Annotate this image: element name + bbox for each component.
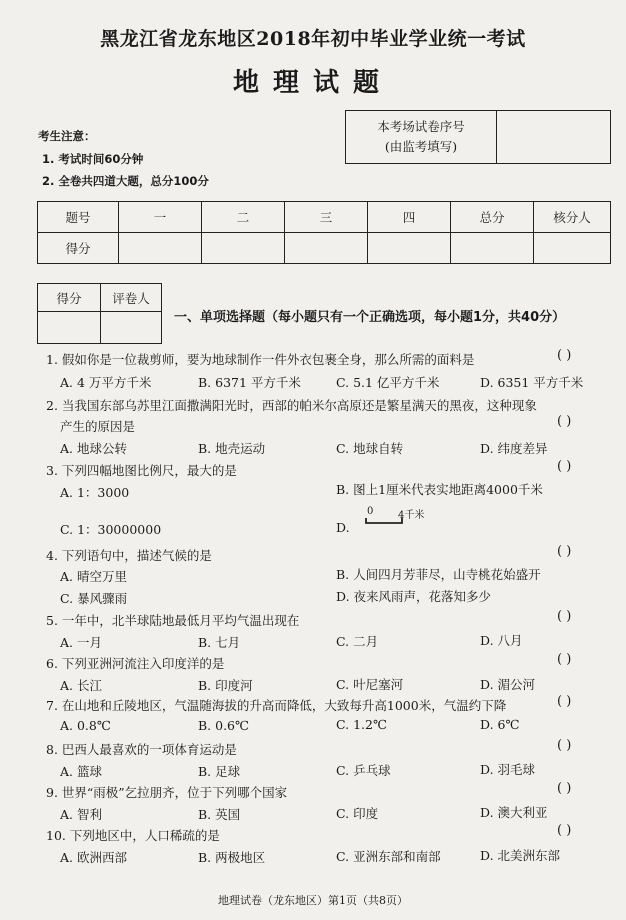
grader-table <box>37 283 162 344</box>
q1-option-c: C. 5.1 亿平方千米 <box>336 375 440 390</box>
q2-option-b: B. 地壳运动 <box>198 441 266 456</box>
question-4-stem: 4. 下列语句中，描述气候的是 <box>46 548 212 563</box>
q8-option-c: C. 乒乓球 <box>336 763 391 778</box>
q1-option-b: B. 6371 平方千米 <box>198 375 301 390</box>
score-cell-3[interactable] <box>285 233 368 264</box>
q2-option-c: C. 地球自转 <box>336 441 404 456</box>
score-row-label: 得分 <box>38 233 119 264</box>
subject-title: 地理试题 <box>232 68 393 98</box>
question-8-stem: 8. 巴西人最喜欢的一项体育运动是 <box>46 742 237 757</box>
q10-option-b: B. 两极地区 <box>198 850 266 865</box>
q8-option-a: A. 篮球 <box>60 764 102 779</box>
scale-bar-value: 4千米 <box>398 510 425 521</box>
q3-option-c: C. 1：30000000 <box>60 522 162 537</box>
question-2-stem: 2. 当我国东部乌苏里江面撒满阳光时，西部的帕米尔高原还是繁星满天的黑夜，这种现象 <box>46 398 537 413</box>
exam-title: 黑龙江省龙东地区2018年初中毕业学业统一考试 <box>100 28 526 50</box>
score-header-1: 一 <box>119 202 202 233</box>
q6-option-d: D. 湄公河 <box>480 677 536 692</box>
score-header-total: 总分 <box>451 202 534 233</box>
scale-bar <box>364 506 424 528</box>
q6-option-b: B. 印度河 <box>198 678 253 693</box>
q4-option-b: B. 人间四月芳菲尽，山寺桃花始盛开 <box>336 567 541 582</box>
q10-option-a: A. 欧洲西部 <box>60 850 127 865</box>
q4-option-d: D. 夜来风雨声，花落知多少 <box>336 589 492 604</box>
score-cell-4[interactable] <box>368 233 451 264</box>
note-item-1: 1. 考试时间60分钟 <box>42 152 144 166</box>
grader-score-cell[interactable] <box>38 312 101 344</box>
question-6-stem: 6. 下列亚洲河流注入印度洋的是 <box>46 656 225 671</box>
question-5-stem: 5. 一年中，北半球陆地最低月平均气温出现在 <box>46 613 300 628</box>
q1-option-d: D. 6351 平方千米 <box>480 375 584 390</box>
score-cell-1[interactable] <box>119 233 202 264</box>
note-item-2: 2. 全卷共四道大题，总分100分 <box>42 174 209 188</box>
question-1-stem: 1. 假如你是一位裁剪师，要为地球制作一件外衣包裹全身，那么所需的面料是 <box>46 352 475 367</box>
q3-option-d: D. <box>336 520 350 535</box>
answer-paren-4[interactable]: ( ) <box>557 544 572 559</box>
q6-option-c: C. 叶尼塞河 <box>336 677 404 692</box>
q9-option-b: B. 英国 <box>198 807 241 822</box>
score-cell-2[interactable] <box>202 233 285 264</box>
q1-option-a: A. 4 万平方千米 <box>60 375 152 390</box>
q9-option-a: A. 智利 <box>60 807 102 822</box>
section-title: 一、单项选择题（每小题只有一个正确选项，每小题1分，共40分） <box>174 310 566 325</box>
question-7-stem: 7. 在山地和丘陵地区，气温随海拔的升高而降低，大致每升高1000米，气温约下降 <box>46 698 507 713</box>
seat-number-field[interactable] <box>497 111 611 164</box>
answer-paren-7[interactable]: ( ) <box>557 694 572 709</box>
q5-option-c: C. 二月 <box>336 634 379 649</box>
answer-paren-8[interactable]: ( ) <box>557 738 572 753</box>
answer-paren-9[interactable]: ( ) <box>557 781 572 796</box>
score-header-4: 四 <box>368 202 451 233</box>
seat-box-line2: (由监考填写) <box>384 139 458 154</box>
q4-option-c: C. 暴风骤雨 <box>60 591 128 606</box>
question-10-stem: 10. 下列地区中，人口稀疏的是 <box>46 828 220 843</box>
q3-option-b: B. 图上1厘米代表实地距离4000千米 <box>336 482 543 497</box>
q5-option-b: B. 七月 <box>198 635 241 650</box>
scale-bar-line <box>364 517 408 525</box>
answer-paren-6[interactable]: ( ) <box>557 652 572 667</box>
score-cell-total[interactable] <box>451 233 534 264</box>
q7-option-b: B. 0.6℃ <box>198 718 249 733</box>
question-2-stem-cont: 产生的原因是 <box>60 419 136 434</box>
page-footer: 地理试卷（龙东地区）第1页（共8页） <box>218 894 408 907</box>
question-9-stem: 9. 世界“雨极”乞拉朋齐，位于下列哪个国家 <box>46 785 288 800</box>
score-table <box>37 201 611 264</box>
q8-option-b: B. 足球 <box>198 764 241 779</box>
scale-bar-zero: 0 <box>367 506 374 517</box>
question-3-stem: 3. 下列四幅地图比例尺，最大的是 <box>46 463 237 478</box>
grader-name-cell[interactable] <box>101 312 162 344</box>
q9-option-c: C. 印度 <box>336 806 379 821</box>
answer-paren-1[interactable]: ( ) <box>557 348 572 363</box>
seat-box-line1: 本考场试卷序号 <box>377 119 465 134</box>
q6-option-a: A. 长江 <box>60 678 102 693</box>
q10-option-d: D. 北美洲东部 <box>480 848 561 863</box>
q5-option-a: A. 一月 <box>60 635 102 650</box>
q2-option-a: A. 地球公转 <box>60 441 127 456</box>
q5-option-d: D. 八月 <box>480 633 523 648</box>
q7-option-d: D. 6℃ <box>480 717 520 732</box>
q2-option-d: D. 纬度差异 <box>480 441 548 456</box>
score-header-checker: 核分人 <box>534 202 611 233</box>
q3-option-a: A. 1：3000 <box>60 485 130 500</box>
score-header-3: 三 <box>285 202 368 233</box>
q4-option-a: A. 晴空万里 <box>60 569 127 584</box>
q9-option-d: D. 澳大利亚 <box>480 805 548 820</box>
answer-paren-2[interactable]: ( ) <box>557 414 572 429</box>
notes-heading: 考生注意： <box>38 129 96 143</box>
q7-option-c: C. 1.2℃ <box>336 717 387 732</box>
q10-option-c: C. 亚洲东部和南部 <box>336 849 441 864</box>
score-header-label: 题号 <box>38 202 119 233</box>
answer-paren-5[interactable]: ( ) <box>557 609 572 624</box>
seat-number-box <box>345 110 611 164</box>
q8-option-d: D. 羽毛球 <box>480 762 536 777</box>
score-cell-checker[interactable] <box>534 233 611 264</box>
answer-paren-10[interactable]: ( ) <box>557 823 572 838</box>
grader-name-label: 评卷人 <box>101 284 162 312</box>
answer-paren-3[interactable]: ( ) <box>557 459 572 474</box>
grader-score-label: 得分 <box>38 284 101 312</box>
q7-option-a: A. 0.8℃ <box>60 718 111 733</box>
score-header-2: 二 <box>202 202 285 233</box>
